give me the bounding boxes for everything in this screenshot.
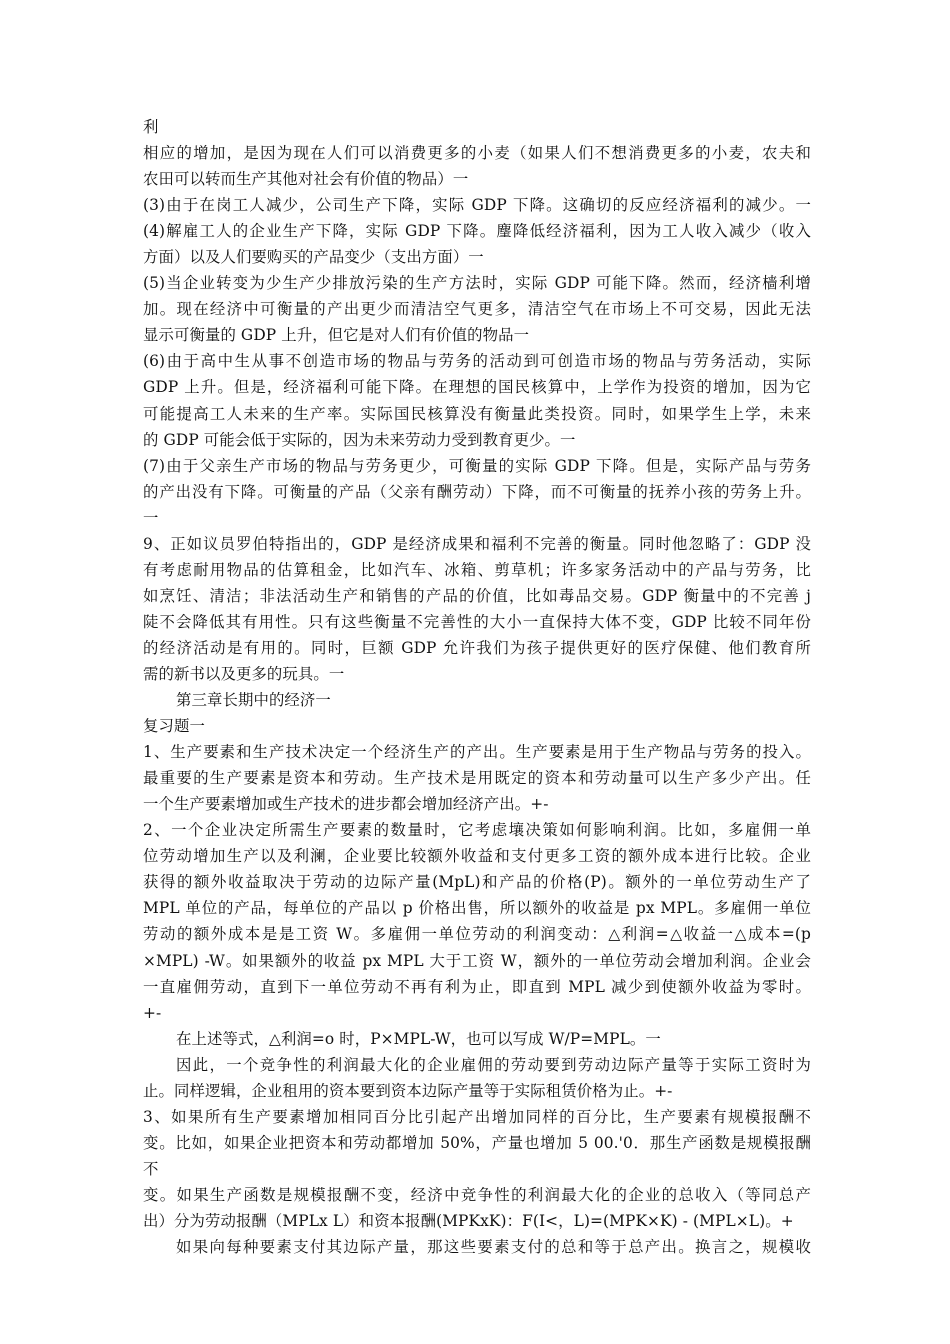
text-line: 可能提高工人未来的生产率。实际国民核算没有衡量此类投资。同时，如果学生上学，未来 — [143, 404, 811, 423]
text-line: (3)由于在岗工人减少，公司生产下降，实际 GDP 下降。这确切的反应经济福利的减少。一 — [143, 196, 811, 215]
text-line: ×MPL) -W。如果额外的收益 px MPL 大于工资 W，额外的一单位劳动会增加利润。企业会 — [143, 951, 811, 970]
text-line: (6)由于高中生从事不创造市场的物品与劳务的活动到可创造市场的物品与劳务活动，实际 — [143, 352, 811, 371]
text-line: 复习题一 — [143, 717, 205, 736]
text-line: 的产出没有下降。可衡量的产品（父亲有酬劳动）下降，而不可衡量的抚养小孩的劳务上升。 — [143, 482, 811, 501]
text-line: 1、生产要素和生产技术决定一个经济生产的产出。生产要素是用于生产物品与劳务的投入。 — [143, 743, 811, 762]
text-line: GDP 上升。但是，经济福利可能下降。在理想的国民核算中，上学作为投资的增加，因为它 — [143, 378, 811, 397]
text-line: 2、一个企业决定所需生产要素的数量时，它考虑壤决策如何影响利润。比如，多雇佣一单 — [143, 821, 811, 840]
text-line: 不 — [143, 1159, 159, 1178]
text-line: +- — [143, 1003, 162, 1022]
text-line: 获得的额外收益取决于劳动的边际产量(MpL)和产品的价格(P)。额外的一单位劳动生产了 — [143, 873, 811, 892]
text-line: 一 — [143, 508, 159, 527]
text-line: 如烹饪、清洁；非法活动生产和销售的产品的价值，比如毒品交易。GDP 衡量中的不完善 j — [143, 586, 811, 605]
text-line: 劳动的额外成本是是工资 W。多雇佣一单位劳动的利润变动：△利润=△收益一△成本=(p — [143, 925, 811, 944]
text-line: 9、正如议员罗伯特指出的，GDP 是经济成果和福利不完善的衡量。同时他忽略了：GDP 没 — [143, 534, 811, 553]
text-line: 加。现在经济中可衡量的产出更少而清洁空气更多，清洁空气在市场上不可交易，因此无法 — [143, 300, 811, 319]
text-line: 的经济活动是有用的。同时，巨额 GDP 允许我们为孩子提供更好的医疗保健、他们教育所 — [143, 638, 811, 657]
text-line: 变。比如，如果企业把资本和劳动都增加 50%，产量也增加 5 00.'0．那生产函数是规模报酬 — [143, 1133, 811, 1152]
text-line: 方面）以及人们要购买的产品变少（支出方面）一 — [143, 248, 484, 267]
text-line: 一直雇佣劳动，直到下一单位劳动不再有利为止，即直到 MPL 减少到使额外收益为零时。 — [143, 977, 811, 996]
text-line: 位劳动增加生产以及利澜，企业要比较额外收益和支付更多工资的额外成本进行比较。企业 — [143, 847, 811, 866]
text-line: 显示可衡量的 GDP 上升，但它是对人们有价值的物品一 — [143, 326, 530, 345]
text-line: 如果向每种要素支付其边际产量，那这些要素支付的总和等于总产出。换言之，规模收 — [176, 1238, 811, 1257]
text-line: 相应的增加，是因为现在人们可以消费更多的小麦（如果人们不想消费更多的小麦，农夫和 — [143, 144, 811, 163]
text-line: 因此，一个竞争性的利润最大化的企业雇佣的劳动要到劳动边际产量等于实际工资时为 — [176, 1055, 811, 1074]
text-line: 3、如果所有生产要素增加相同百分比引起产出增加同样的百分比，生产要素有规模报酬不 — [143, 1107, 811, 1126]
document-body — [143, 114, 811, 1260]
text-line: 第三章长期中的经济一 — [176, 691, 331, 710]
text-line: MPL 单位的产品，每单位的产品以 p 价格出售，所以额外的收益是 px MPL。多雇佣一单位 — [143, 899, 811, 918]
text-line: (4)解雇工人的企业生产下降，实际 GDP 下降。麈降低经济福利，因为工人收入减少（收入 — [143, 222, 811, 241]
text-line: 需的新书以及更多的玩具。一 — [143, 664, 345, 683]
text-line: 在上述等式，△利润=o 时，P×MPL-W，也可以写成 W/P=MPL。一 — [176, 1029, 661, 1048]
text-line: 利 — [143, 118, 159, 136]
text-line: 农田可以转而生产其他对社会有价值的物品）一 — [143, 170, 469, 189]
text-line: 止。同样逻辑，企业租用的资本要到资本边际产量等于实际租赁价格为止。+- — [143, 1081, 673, 1100]
text-line: 出）分为劳动报酬（MPLx L）和资本报酬(MPKxK)：F(I<，L)=(MPK×K) - (MPL×L)。+ — [143, 1211, 794, 1230]
text-line: 有考虑耐用物品的估算租金，比如汽车、冰箱、剪草机；许多家务活动中的产品与劳务，比 — [143, 560, 811, 579]
text-line: 变。如果生产函数是规模报酬不变，经济中竞争性的利润最大化的企业的总收入（等同总产 — [143, 1185, 811, 1204]
text-line: 陡不会降低其有用性。只有这些衡量不完善性的大小一直保持大体不变，GDP 比较不同年份 — [143, 612, 811, 631]
text-line: 的 GDP 可能会低于实际的，因为未来劳动力受到教育更少。一 — [143, 430, 576, 449]
text-line: 最重要的生产要素是资本和劳动。生产技术是用既定的资本和劳动量可以生产多少产出。任 — [143, 769, 811, 788]
text-line: (5)当企业转变为少生产少排放污染的生产方法时，实际 GDP 可能下降。然而，经济樯利增 — [143, 274, 811, 293]
text-line: (7)由于父亲生产市场的物品与劳务更少，可衡量的实际 GDP 下降。但是，实际产品与劳务 — [143, 456, 811, 475]
text-line: 一个生产要素增加或生产技术的进步都会增加经济产出。+- — [143, 795, 549, 814]
